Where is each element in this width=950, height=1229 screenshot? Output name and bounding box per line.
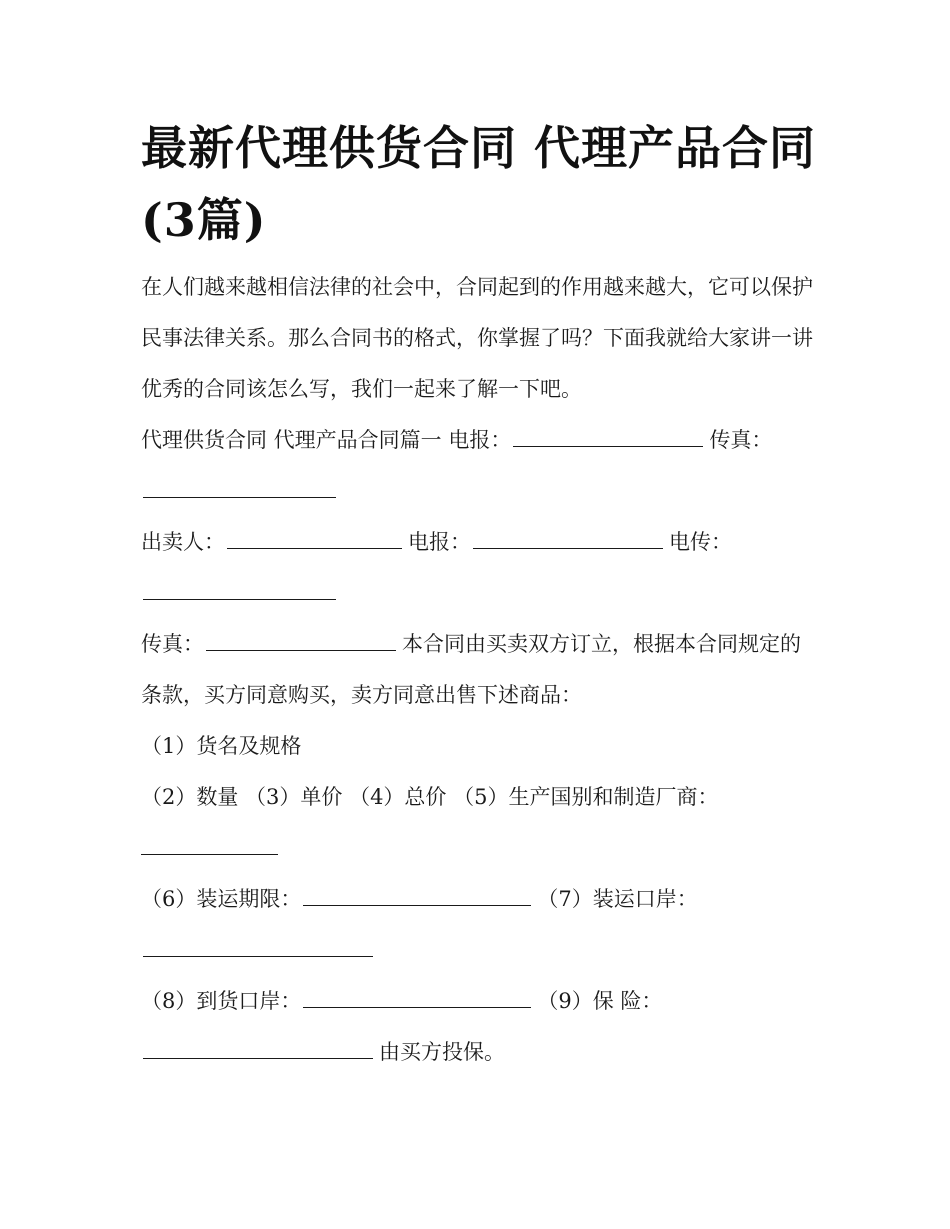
shipment-period-blank — [303, 884, 531, 906]
seller-label: 出卖人： — [141, 530, 225, 554]
items-2-5-line — [141, 772, 821, 874]
agreement-line — [141, 619, 821, 721]
teletype-label: 电传： — [669, 530, 732, 554]
items-6-7-line — [141, 874, 821, 976]
insurance-label: （9）保 险： — [537, 989, 663, 1013]
item-1-line: （1）货名及规格 — [141, 734, 302, 758]
shipment-period-label: （6）装运期限： — [141, 887, 302, 911]
loading-port-label: （7）装运口岸： — [537, 887, 698, 911]
fax2-blank — [206, 629, 396, 651]
document-page — [141, 112, 821, 1078]
fax-label: 传真： — [709, 428, 773, 452]
destination-port-blank — [303, 986, 531, 1008]
seller-telegram-label: 电报： — [408, 530, 471, 554]
manufacturer-blank — [141, 833, 278, 855]
fax2-label: 传真： — [141, 632, 204, 656]
agreement-text: 本合同由买卖双方订立，根据本合同规定的条款，买方同意购买，卖方同意出售下述商品： — [141, 632, 801, 707]
intro-paragraph: 在人们越来越相信法律的社会中，合同起到的作用越来越大，它可以保护民事法律关系。那么合同书的格式，你掌握了吗？下面我就给大家讲一讲优秀的合同该怎么写，我们一起来了解一下吧。 — [141, 275, 813, 401]
items-8-9-line — [141, 976, 821, 1078]
section1-heading: 代理供货合同 代理产品合同篇一 电报： — [141, 428, 512, 452]
teletype-blank — [143, 578, 336, 600]
telegram-blank — [513, 425, 703, 447]
destination-port-label: （8）到货口岸： — [141, 989, 302, 1013]
seller-blank — [227, 527, 402, 549]
insurance-tail: 由买方投保。 — [379, 1040, 505, 1064]
seller-line — [141, 517, 821, 619]
insurance-blank — [143, 1037, 373, 1059]
section1-telegram-fax-line — [141, 415, 821, 517]
fax-blank — [143, 476, 336, 498]
document-title: 最新代理供货合同 代理产品合同(3篇) — [141, 121, 817, 247]
loading-port-blank — [143, 935, 373, 957]
seller-telegram-blank — [473, 527, 663, 549]
items-2-5-text: （2）数量 （3）单价 （4）总价 （5）生产国别和制造厂商： — [141, 785, 719, 809]
